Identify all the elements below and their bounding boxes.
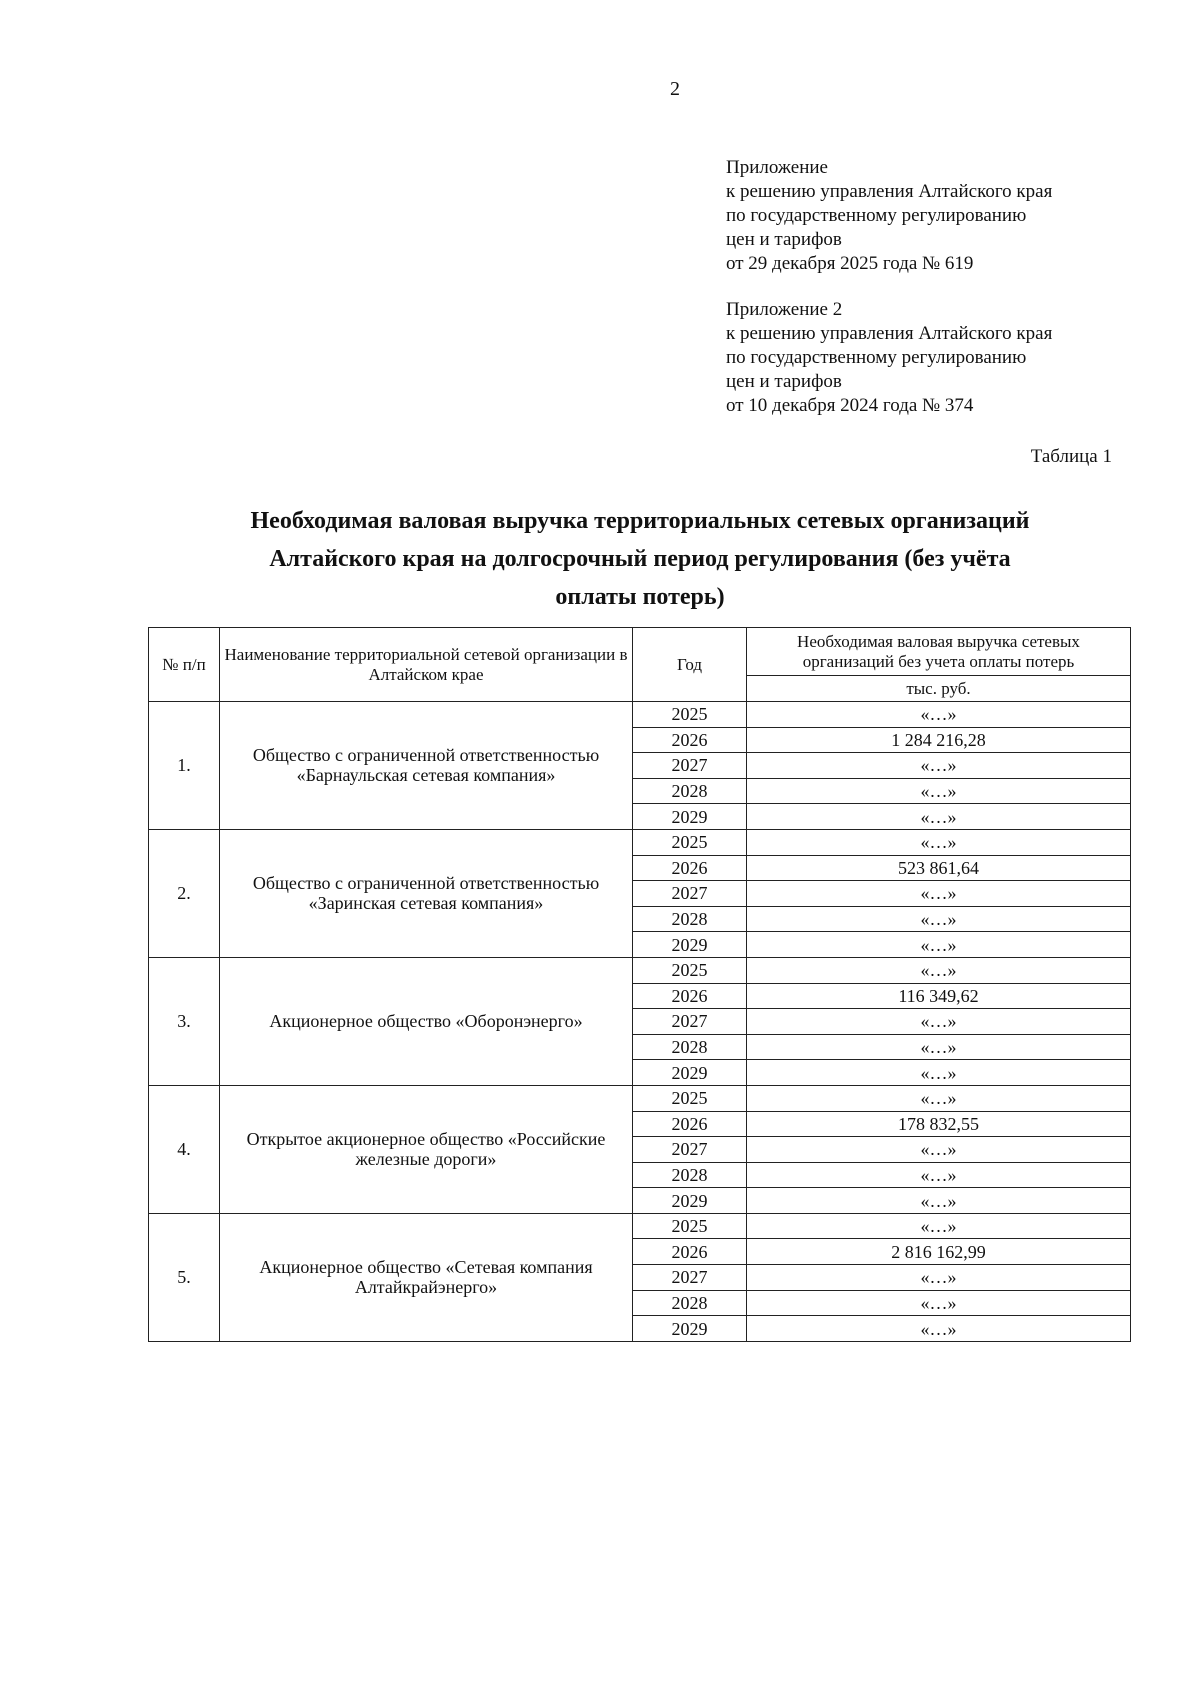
value-cell: «…» [747,804,1131,830]
year-cell: 2029 [633,1316,747,1342]
value-cell: «…» [747,1085,1131,1111]
org-name: Открытое акционерное общество «Российские железные дороги» [220,1085,633,1213]
header-name: Наименование территориальной сетевой организации в Алтайском крае [220,628,633,702]
year-cell: 2027 [633,1265,747,1291]
year-cell: 2025 [633,829,747,855]
year-cell: 2029 [633,1060,747,1086]
year-cell: 2027 [633,1137,747,1163]
value-cell: 2 816 162,99 [747,1239,1131,1265]
year-cell: 2029 [633,932,747,958]
value-cell: «…» [747,881,1131,907]
value-cell: 1 284 216,28 [747,727,1131,753]
year-cell: 2028 [633,906,747,932]
org-name: Акционерное общество «Оборонэнерго» [220,957,633,1085]
value-cell: «…» [747,957,1131,983]
value-cell: «…» [747,906,1131,932]
appendix-line: к решению управления Алтайского края [726,181,1053,202]
year-cell: 2027 [633,881,747,907]
value-cell: «…» [747,1290,1131,1316]
year-cell: 2026 [633,855,747,881]
appendix-header-2 [726,298,1052,418]
org-number: 2. [149,829,220,957]
appendix-line: от 29 декабря 2025 года № 619 [726,253,974,274]
table-row [149,829,1131,855]
value-cell: «…» [747,753,1131,779]
appendix-line: от 10 декабря 2024 года № 374 [726,395,974,416]
org-name: Общество с ограниченной ответственностью «Заринская сетевая компания» [220,829,633,957]
value-cell: «…» [747,1213,1131,1239]
appendix-line: по государственному регулированию [726,347,1027,368]
year-cell: 2025 [633,1085,747,1111]
value-cell: «…» [747,932,1131,958]
table-row [149,957,1131,983]
table-row [149,1213,1131,1239]
header-unit: тыс. руб. [747,676,1131,702]
year-cell: 2028 [633,778,747,804]
document-title [150,502,1130,616]
year-cell: 2025 [633,957,747,983]
appendix-line: Приложение 2 [726,299,843,320]
title-line: Необходимая валовая выручка территориальных сетевых организаций [250,508,1030,534]
org-number: 1. [149,702,220,830]
year-cell: 2029 [633,804,747,830]
table-row [149,702,1131,728]
revenue-table [148,627,1131,1342]
value-cell: 523 861,64 [747,855,1131,881]
appendix-line: Приложение [726,157,828,178]
value-cell: «…» [747,1034,1131,1060]
year-cell: 2028 [633,1034,747,1060]
value-cell: «…» [747,829,1131,855]
value-cell: «…» [747,1009,1131,1035]
header-num: № п/п [149,628,220,702]
appendix-line: по государственному регулированию [726,205,1027,226]
org-number: 5. [149,1213,220,1341]
year-cell: 2028 [633,1290,747,1316]
table-label: Таблица 1 [1030,446,1112,467]
org-name: Общество с ограниченной ответственностью «Барнаульская сетевая компания» [220,702,633,830]
page-number: 2 [670,78,680,100]
value-cell: «…» [747,1162,1131,1188]
org-number: 3. [149,957,220,1085]
appendix-line: к решению управления Алтайского края [726,323,1053,344]
value-cell: «…» [747,1188,1131,1214]
value-cell: «…» [747,1265,1131,1291]
org-number: 4. [149,1085,220,1213]
year-cell: 2025 [633,1213,747,1239]
appendix-header-1 [726,156,1052,276]
title-line: оплаты потерь) [555,584,725,610]
value-cell: 178 832,55 [747,1111,1131,1137]
value-cell: «…» [747,1316,1131,1342]
org-name: Акционерное общество «Сетевая компания Алтайкрайэнерго» [220,1213,633,1341]
year-cell: 2026 [633,983,747,1009]
appendix-line: цен и тарифов [726,371,842,392]
title-line: Алтайского края на долгосрочный период регулирования (без учёта [269,546,1011,572]
year-cell: 2026 [633,727,747,753]
year-cell: 2027 [633,753,747,779]
value-cell: «…» [747,1060,1131,1086]
year-cell: 2029 [633,1188,747,1214]
value-cell: 116 349,62 [747,983,1131,1009]
year-cell: 2025 [633,702,747,728]
value-cell: «…» [747,778,1131,804]
value-cell: «…» [747,1137,1131,1163]
value-cell: «…» [747,702,1131,728]
year-cell: 2026 [633,1239,747,1265]
year-cell: 2027 [633,1009,747,1035]
year-cell: 2026 [633,1111,747,1137]
table-row [149,1085,1131,1111]
year-cell: 2028 [633,1162,747,1188]
appendix-line: цен и тарифов [726,229,842,250]
header-value: Необходимая валовая выручка сетевых организаций без учета оплаты потерь [747,628,1131,676]
header-year: Год [633,628,747,702]
